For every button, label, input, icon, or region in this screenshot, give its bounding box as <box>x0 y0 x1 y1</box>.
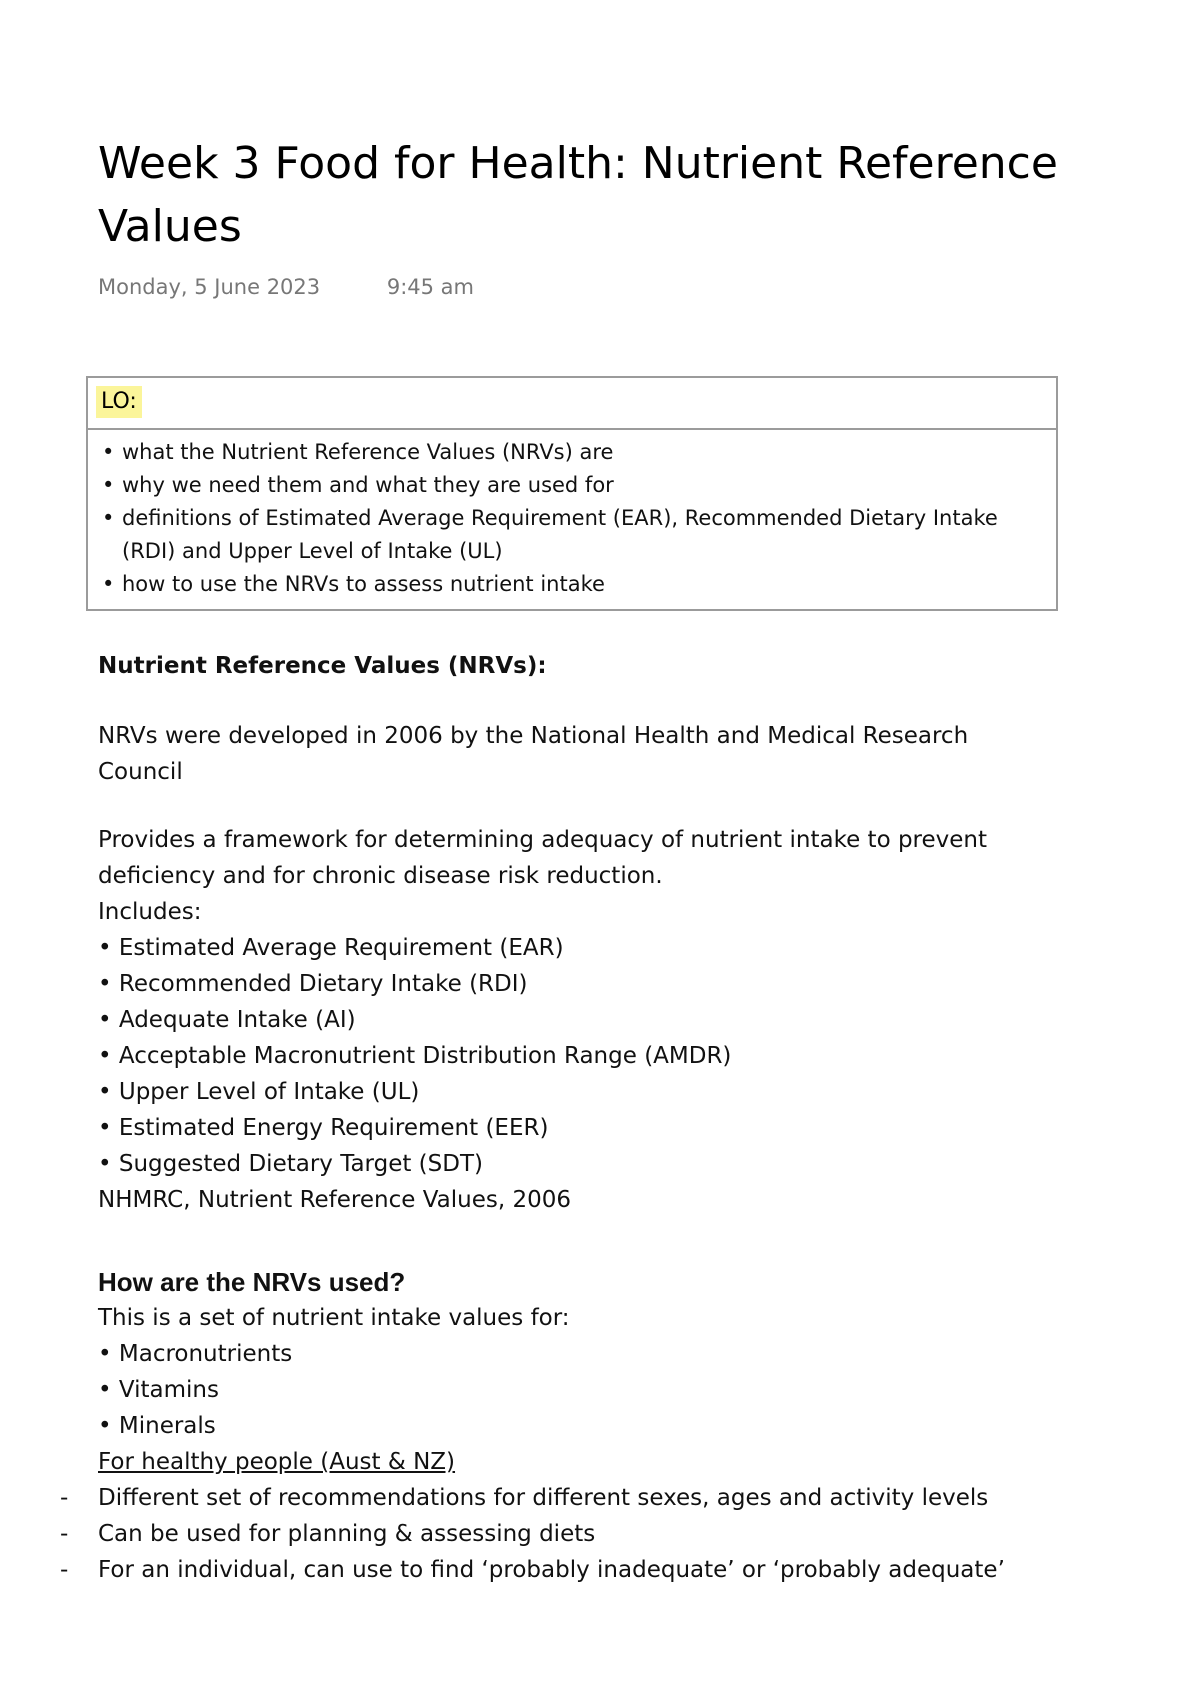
usage-point-text: Can be used for planning & assessing diets <box>98 1521 596 1547</box>
learning-outcomes-label: LO: <box>96 386 142 418</box>
usage-subheading: For healthy people (Aust & NZ) <box>98 1449 456 1475</box>
usage-value-item: • Macronutrients <box>98 1341 293 1367</box>
includes-item: • Adequate Intake (AI) <box>98 1007 356 1033</box>
includes-item: • Recommended Dietary Intake (RDI) <box>98 971 528 997</box>
learning-outcome-item: • definitions of Estimated Average Requirement (EAR), Recommended Dietary Intake (RDI) and Upper Level of Intake (UL) <box>98 502 1046 568</box>
learning-outcomes-table <box>86 376 1058 611</box>
usage-point-text: Different set of recommendations for different sexes, ages and activity levels <box>98 1485 989 1511</box>
includes-item: • Estimated Average Requirement (EAR) <box>98 935 564 961</box>
nrv-heading: Nutrient Reference Values (NRVs): <box>98 653 547 679</box>
includes-item: • Suggested Dietary Target (SDT) <box>98 1151 483 1177</box>
usage-value-item: • Vitamins <box>98 1377 219 1403</box>
usage-point-item <box>60 1480 1060 1516</box>
usage-heading: How are the NRVs used? <box>98 1267 406 1297</box>
nrv-paragraph-framework: Provides a framework for determining adequacy of nutrient intake to prevent deficiency and for chronic disease risk reduction. <box>98 827 988 889</box>
usage-block <box>98 1264 1058 1480</box>
timestamp <box>98 272 474 302</box>
usage-value-item: • Minerals <box>98 1413 216 1439</box>
learning-outcomes-header <box>88 378 1056 430</box>
learning-outcomes-list <box>88 430 1056 609</box>
page-title: Week 3 Food for Health: Nutrient Reference Values <box>98 138 1058 252</box>
includes-item: • Acceptable Macronutrient Distribution Range (AMDR) <box>98 1043 732 1069</box>
dash-bullet: - <box>60 1485 69 1511</box>
usage-intro: This is a set of nutrient intake values for: <box>98 1305 570 1331</box>
dash-bullet: - <box>60 1521 69 1547</box>
usage-point-item <box>60 1516 1060 1552</box>
time-label: 9:45 am <box>386 275 474 299</box>
usage-point-text: For an individual, can use to find ‘probably inadequate’ or ‘probably adequate’ <box>98 1557 1005 1583</box>
includes-item: • Estimated Energy Requirement (EER) <box>98 1115 549 1141</box>
nrv-includes-block <box>98 822 1058 1218</box>
learning-outcome-item: • how to use the NRVs to assess nutrient intake <box>98 568 1046 601</box>
learning-outcome-item: • what the Nutrient Reference Values (NRVs) are <box>98 436 1046 469</box>
dash-bullet: - <box>60 1557 69 1583</box>
includes-label: Includes: <box>98 899 202 925</box>
nrv-source-citation: NHMRC, Nutrient Reference Values, 2006 <box>98 1187 571 1213</box>
usage-points-list <box>60 1480 1060 1588</box>
learning-outcome-item: • why we need them and what they are used for <box>98 469 1046 502</box>
date-label: Monday, 5 June 2023 <box>98 275 321 299</box>
usage-point-item <box>60 1552 1060 1588</box>
includes-item: • Upper Level of Intake (UL) <box>98 1079 420 1105</box>
nrv-paragraph-history: NRVs were developed in 2006 by the National Health and Medical Research Council <box>98 723 969 785</box>
